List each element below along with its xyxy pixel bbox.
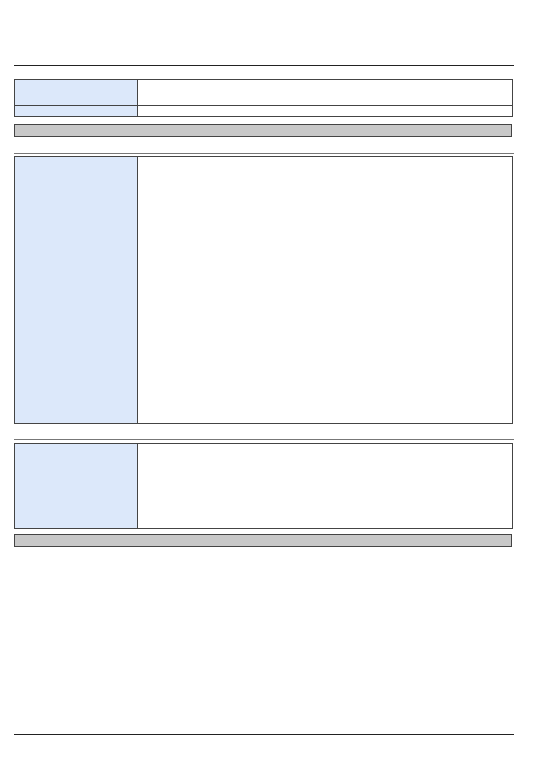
section-10-heading: [14, 534, 512, 547]
exposure-row: [15, 105, 512, 118]
footer-divider: [14, 734, 514, 735]
exposure-row: [15, 80, 512, 106]
header-divider: [14, 65, 514, 66]
other-info-table: [14, 443, 513, 529]
exposure-table: [14, 79, 513, 117]
section-9-heading: [14, 124, 512, 137]
properties-table: [14, 156, 513, 424]
